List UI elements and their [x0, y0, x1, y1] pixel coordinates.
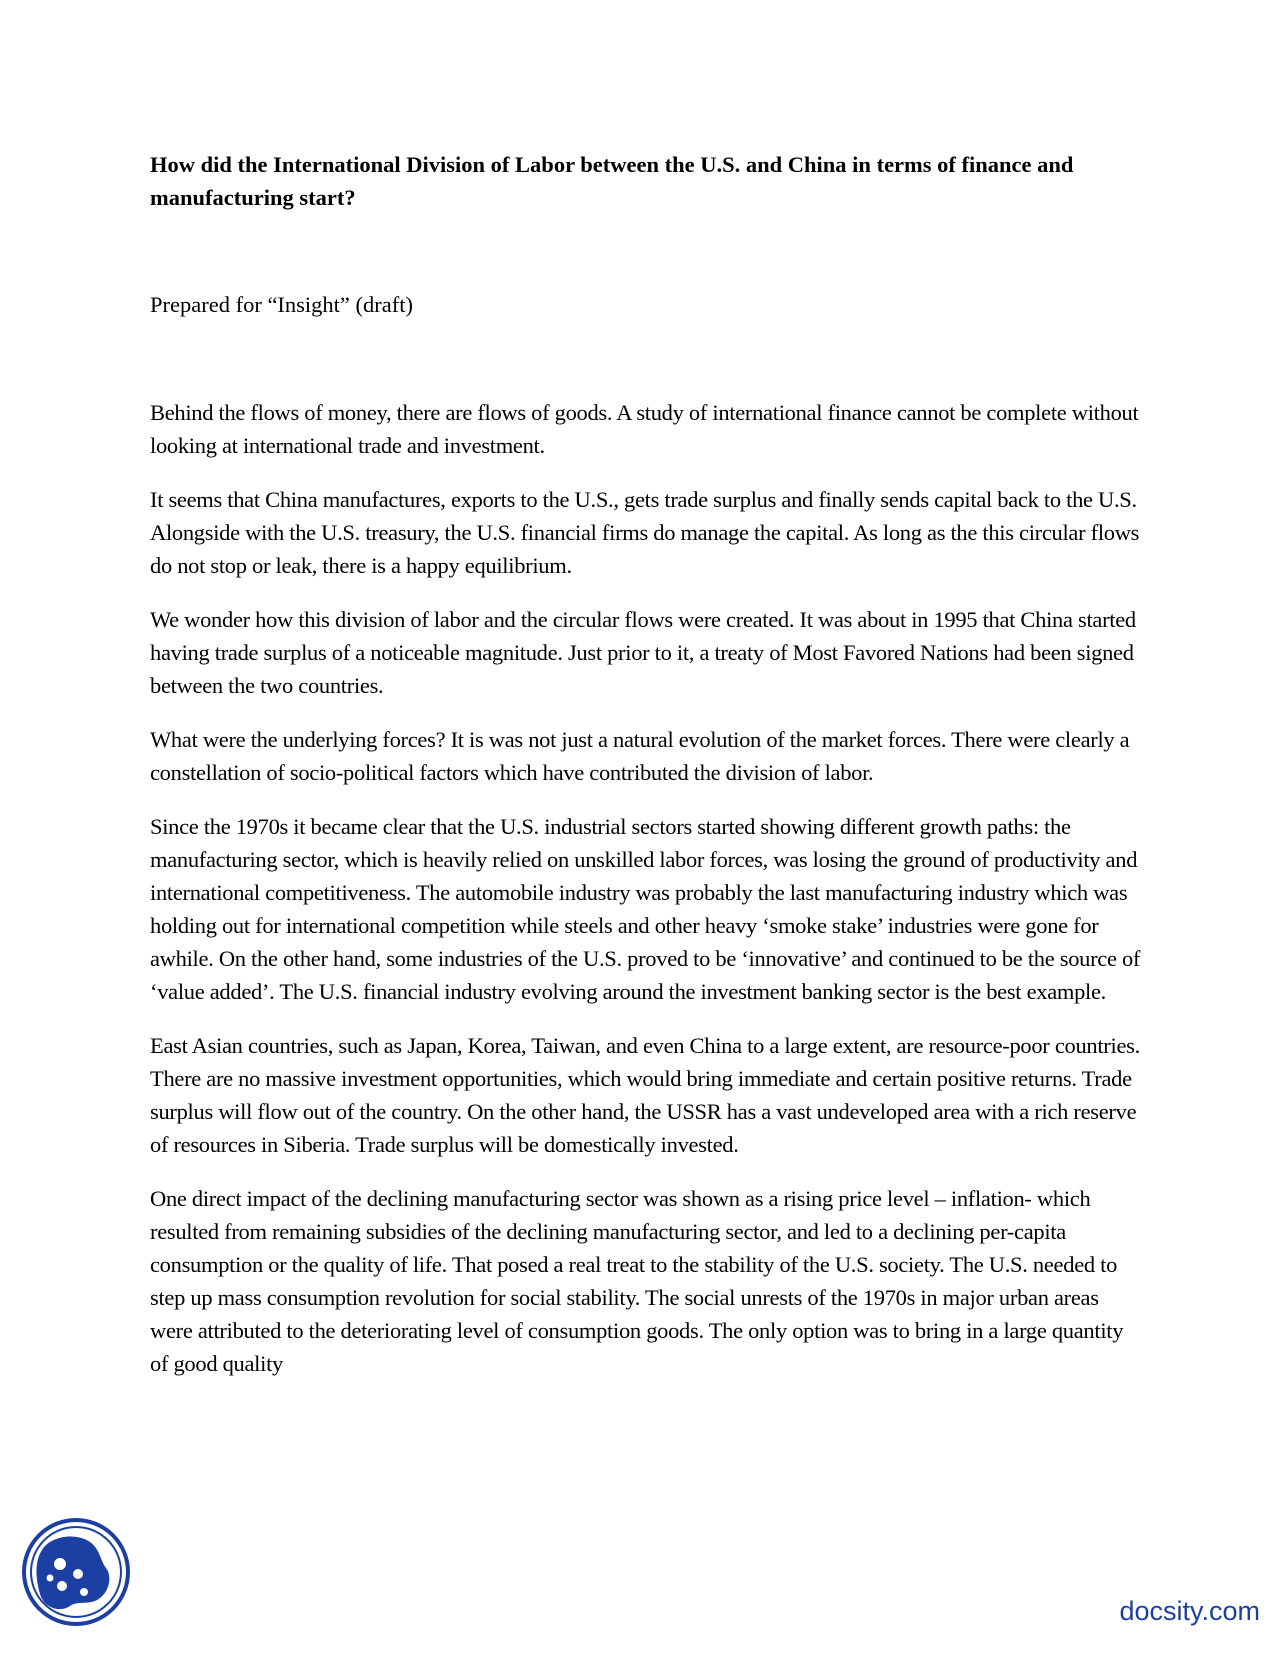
paragraph-6: East Asian countries, such as Japan, Korea, Taiwan, and even China to a large extent, are resource-poor countries. There are no massive investment opportunities, which would bring immediate and certain positive returns. Trade surplus will flow out of the country. On the other hand, the USSR has a vast undeveloped area with a rich reserve of resources in Siberia. Trade surplus will be domestically invested. — [150, 1033, 1140, 1157]
paragraph-5: Since the 1970s it became clear that the U.S. industrial sectors started showing different growth paths: the manufacturing sector, which is heavily relied on unskilled labor forces, was losing the ground of productivity and international competitiveness. The automobile industry was probably the last manufacturing industry which was holding out for international competition while steels and other heavy ‘smoke stake’ industries were gone for awhile. On the other hand, some industries of the U.S. proved to be ‘innovative’ and continued to be the source of ‘value added’. The U.S. financial industry evolving around the investment banking sector is the best example. — [150, 814, 1141, 1004]
paragraph-1: Behind the flows of money, there are flows of goods. A study of international finance cannot be complete without looking at international trade and investment. — [150, 400, 1139, 458]
document-body — [150, 396, 1142, 1401]
docsity-logo-icon[interactable] — [20, 1516, 132, 1628]
paragraph-2: It seems that China manufactures, exports to the U.S., gets trade surplus and finally sends capital back to the U.S. Alongside with the U.S. treasury, the U.S. financial firms do manage the capital. As long as the this circular flows do not stop or leak, there is a happy equilibrium. — [150, 487, 1140, 578]
paragraph-3: We wonder how this division of labor and the circular flows were created. It was about in 1995 that China started having trade surplus of a noticeable magnitude. Just prior to it, a treaty of Most Favored Nations had been signed between the two countries. — [150, 607, 1136, 698]
document-subtitle: Prepared for “Insight” (draft) — [150, 292, 414, 317]
docsity-brand-link[interactable]: docsity.com — [1119, 1596, 1260, 1626]
paragraph-7: One direct impact of the declining manufacturing sector was shown as a rising price level – inflation- which resulted from remaining subsidies of the declining manufacturing sector, and led to a declining per-capita consumption or the quality of life. That posed a real treat to the stability of the U.S. society. The U.S. needed to step up mass consumption revolution for social stability. The social unrests of the 1970s in major urban areas were attributed to the deteriorating level of consumption goods. The only option was to bring in a large quantity of good quality — [150, 1186, 1124, 1376]
document-title: How did the International Division of Labor between the U.S. and China in terms of finance and manufacturing start? — [150, 152, 1074, 210]
paragraph-4: What were the underlying forces? It is was not just a natural evolution of the market forces. There were clearly a constellation of socio-political factors which have contributed the division of labor. — [150, 727, 1130, 785]
